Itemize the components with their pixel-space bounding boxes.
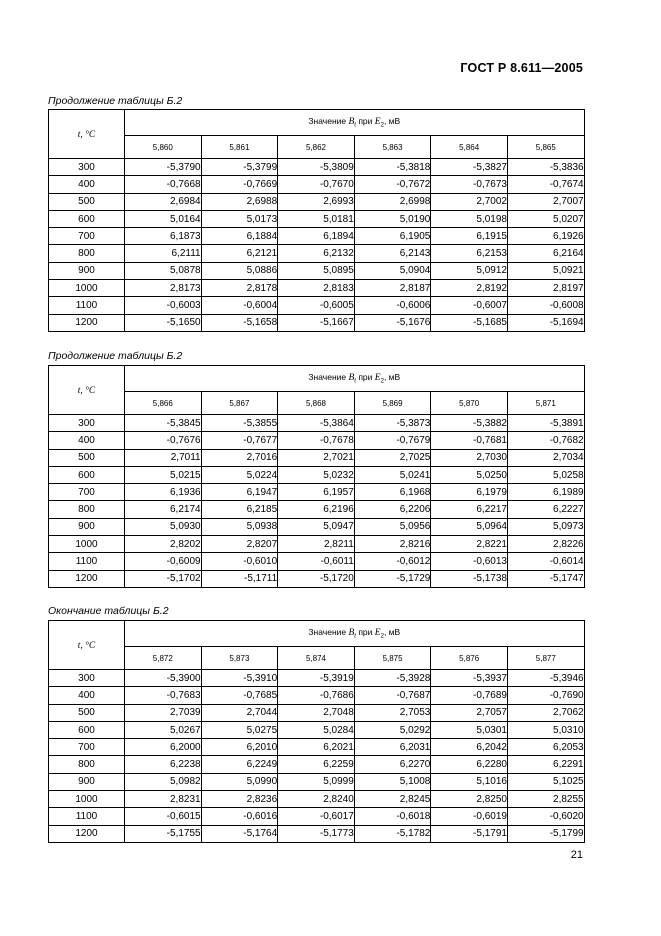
- value-cell: 2,8240: [278, 791, 355, 808]
- table-row: [49, 570, 585, 587]
- value-cell: -0,6015: [125, 808, 202, 825]
- value-cell: -0,6014: [507, 553, 584, 570]
- value-cell: 5,0250: [431, 466, 508, 483]
- value-cell: 6,2153: [431, 245, 508, 262]
- value-cell: -0,6010: [201, 553, 278, 570]
- t-header: [49, 110, 125, 159]
- column-header: 5,860: [125, 136, 202, 159]
- column-header: 5,876: [431, 647, 508, 670]
- temperature-cell: 1200: [49, 314, 125, 331]
- value-cell: -5,3790: [125, 159, 202, 176]
- value-cell: 5,0198: [431, 210, 508, 227]
- value-cell: -5,3845: [125, 415, 202, 432]
- column-header: 5,868: [278, 392, 355, 415]
- value-cell: 5,0284: [278, 721, 355, 738]
- value-cell: -5,3919: [278, 670, 355, 687]
- value-cell: 6,2227: [507, 501, 584, 518]
- temperature-cell: 600: [49, 721, 125, 738]
- value-cell: 5,0232: [278, 466, 355, 483]
- value-cell: -0,6011: [278, 553, 355, 570]
- value-cell: 6,2174: [125, 501, 202, 518]
- table-row: [49, 687, 585, 704]
- value-cell: 6,1915: [431, 228, 508, 245]
- temperature-cell: 1100: [49, 297, 125, 314]
- temperature-cell: 800: [49, 756, 125, 773]
- value-cell: -5,1658: [201, 314, 278, 331]
- value-cell: -5,1711: [201, 570, 278, 587]
- value-cell: -5,3873: [354, 415, 431, 432]
- value-cell: -5,1676: [354, 314, 431, 331]
- value-cell: 6,2238: [125, 756, 202, 773]
- value-cell: 5,0207: [507, 210, 584, 227]
- title-mid: при: [355, 372, 375, 383]
- t-label: t, °C: [77, 640, 96, 651]
- temperature-cell: 500: [49, 449, 125, 466]
- value-cell: 5,0878: [125, 262, 202, 279]
- data-table: [48, 620, 585, 843]
- temperature-cell: 1000: [49, 536, 125, 553]
- value-cell: -0,7685: [201, 687, 278, 704]
- table-row: [49, 415, 585, 432]
- table-row: [49, 228, 585, 245]
- title-var: B: [348, 373, 355, 384]
- value-cell: -0,6017: [278, 808, 355, 825]
- value-cell: 2,8173: [125, 280, 202, 297]
- temperature-cell: 500: [49, 704, 125, 721]
- title-var2: E: [374, 117, 381, 128]
- page-number: 21: [570, 849, 583, 861]
- table-row: [49, 280, 585, 297]
- table-row: [49, 245, 585, 262]
- temperature-cell: 1100: [49, 808, 125, 825]
- value-cell: -5,1782: [354, 825, 431, 842]
- table-row: [49, 553, 585, 570]
- value-cell: 6,2259: [278, 756, 355, 773]
- temperature-cell: 300: [49, 159, 125, 176]
- value-cell: -0,7682: [507, 432, 584, 449]
- value-cell: 6,2280: [431, 756, 508, 773]
- value-cell: 2,8226: [507, 536, 584, 553]
- t-label: t, °C: [77, 129, 96, 140]
- value-cell: -5,3900: [125, 670, 202, 687]
- temperature-cell: 600: [49, 466, 125, 483]
- value-cell: -5,1650: [125, 314, 202, 331]
- value-cell: 2,7044: [201, 704, 278, 721]
- value-cell: 2,7007: [507, 193, 584, 210]
- value-cell: 2,8211: [278, 536, 355, 553]
- value-cell: -5,1685: [431, 314, 508, 331]
- value-cell: 5,0224: [201, 466, 278, 483]
- value-cell: 2,8183: [278, 280, 355, 297]
- value-cell: 5,0275: [201, 721, 278, 738]
- value-cell: 6,2291: [507, 756, 584, 773]
- value-cell: 6,2000: [125, 739, 202, 756]
- value-cell: -5,1738: [431, 570, 508, 587]
- table-caption: Продолжение таблицы Б.2: [48, 350, 183, 362]
- temperature-cell: 400: [49, 432, 125, 449]
- table-row: [49, 670, 585, 687]
- column-header: 5,875: [354, 647, 431, 670]
- temperature-cell: 1200: [49, 570, 125, 587]
- data-table: [48, 365, 585, 588]
- value-cell: 6,2206: [354, 501, 431, 518]
- title-var2-sub: 2: [380, 633, 384, 640]
- temperature-cell: 400: [49, 687, 125, 704]
- temperature-cell: 800: [49, 501, 125, 518]
- value-cell: 2,7030: [431, 449, 508, 466]
- value-cell: 6,2111: [125, 245, 202, 262]
- value-cell: -0,6016: [201, 808, 278, 825]
- value-cell: 6,1884: [201, 228, 278, 245]
- title-suffix: , мВ: [383, 372, 401, 383]
- value-cell: -0,6009: [125, 553, 202, 570]
- value-cell: -0,7679: [354, 432, 431, 449]
- value-cell: -5,3891: [507, 415, 584, 432]
- value-cell: 5,0292: [354, 721, 431, 738]
- value-cell: -0,6005: [278, 297, 355, 314]
- value-cell: 5,0258: [507, 466, 584, 483]
- value-cell: 5,0267: [125, 721, 202, 738]
- temperature-cell: 400: [49, 176, 125, 193]
- value-cell: 6,2196: [278, 501, 355, 518]
- temperature-cell: 1200: [49, 825, 125, 842]
- value-cell: 2,8178: [201, 280, 278, 297]
- value-cell: -0,6008: [507, 297, 584, 314]
- value-cell: -0,6012: [354, 553, 431, 570]
- value-cell: -0,6003: [125, 297, 202, 314]
- table-row: [49, 297, 585, 314]
- value-cell: 5,0895: [278, 262, 355, 279]
- value-cell: -5,3882: [431, 415, 508, 432]
- value-cell: 6,2270: [354, 756, 431, 773]
- title-prefix: Значение: [308, 116, 349, 127]
- value-cell: -5,3836: [507, 159, 584, 176]
- table-row: [49, 314, 585, 331]
- value-cell: -5,1720: [278, 570, 355, 587]
- table-row: [49, 791, 585, 808]
- table-row: [49, 262, 585, 279]
- title-suffix: , мВ: [383, 627, 401, 638]
- value-cell: -0,7674: [507, 176, 584, 193]
- value-cell: -0,7676: [125, 432, 202, 449]
- value-cell: 2,8202: [125, 536, 202, 553]
- value-cell: -5,3818: [354, 159, 431, 176]
- value-cell: 2,8255: [507, 791, 584, 808]
- temperature-cell: 1000: [49, 280, 125, 297]
- value-cell: 5,0181: [278, 210, 355, 227]
- value-cell: -0,6020: [507, 808, 584, 825]
- value-cell: 5,1008: [354, 773, 431, 790]
- value-cell: -0,7673: [431, 176, 508, 193]
- temperature-cell: 900: [49, 518, 125, 535]
- title-var-sub: t: [354, 378, 356, 385]
- value-cell: -0,7690: [507, 687, 584, 704]
- value-cell: 5,0921: [507, 262, 584, 279]
- value-cell: -0,6007: [431, 297, 508, 314]
- value-cell: 2,7025: [354, 449, 431, 466]
- title-var: B: [348, 117, 355, 128]
- value-cell: 5,0990: [201, 773, 278, 790]
- value-cell: 6,2042: [431, 739, 508, 756]
- column-header: 5,872: [125, 647, 202, 670]
- table-row: [49, 756, 585, 773]
- value-cell: 5,0930: [125, 518, 202, 535]
- value-cell: 2,7021: [278, 449, 355, 466]
- temperature-cell: 800: [49, 245, 125, 262]
- temperature-cell: 600: [49, 210, 125, 227]
- value-cell: -0,6004: [201, 297, 278, 314]
- value-cell: 2,7039: [125, 704, 202, 721]
- value-cell: 2,7053: [354, 704, 431, 721]
- value-cell: 5,0912: [431, 262, 508, 279]
- table-row: [49, 466, 585, 483]
- temperature-cell: 700: [49, 484, 125, 501]
- temperature-cell: 300: [49, 670, 125, 687]
- value-cell: 5,0964: [431, 518, 508, 535]
- value-cell: -5,3928: [354, 670, 431, 687]
- table-row: [49, 808, 585, 825]
- value-cell: 6,1936: [125, 484, 202, 501]
- value-cell: 2,7002: [431, 193, 508, 210]
- value-cell: -5,3855: [201, 415, 278, 432]
- value-cell: -0,6019: [431, 808, 508, 825]
- value-cell: 6,2010: [201, 739, 278, 756]
- title-var: B: [348, 628, 355, 639]
- temperature-cell: 1000: [49, 791, 125, 808]
- value-cell: 2,6993: [278, 193, 355, 210]
- t-label: t, °C: [77, 385, 96, 396]
- table-row: [49, 484, 585, 501]
- value-cell: 6,2185: [201, 501, 278, 518]
- value-cell: 2,7062: [507, 704, 584, 721]
- value-cell: 2,8231: [125, 791, 202, 808]
- value-cell: -5,1702: [125, 570, 202, 587]
- table-row: [49, 210, 585, 227]
- table-row: [49, 825, 585, 842]
- value-cell: 5,0215: [125, 466, 202, 483]
- table-title: [125, 110, 585, 136]
- table-caption: Продолжение таблицы Б.2: [48, 95, 183, 107]
- value-cell: 6,1989: [507, 484, 584, 501]
- value-cell: -5,1755: [125, 825, 202, 842]
- title-var2: E: [374, 628, 381, 639]
- value-cell: -0,6018: [354, 808, 431, 825]
- title-suffix: , мВ: [383, 116, 401, 127]
- value-cell: 5,0999: [278, 773, 355, 790]
- value-cell: 6,2121: [201, 245, 278, 262]
- value-cell: -5,1729: [354, 570, 431, 587]
- column-header: 5,866: [125, 392, 202, 415]
- value-cell: 6,1873: [125, 228, 202, 245]
- value-cell: 5,0956: [354, 518, 431, 535]
- value-cell: -0,7677: [201, 432, 278, 449]
- title-prefix: Значение: [308, 372, 349, 383]
- value-cell: 2,6984: [125, 193, 202, 210]
- data-table: [48, 109, 585, 332]
- column-header: 5,865: [507, 136, 584, 159]
- value-cell: 6,2217: [431, 501, 508, 518]
- value-cell: 5,0301: [431, 721, 508, 738]
- value-cell: 6,1926: [507, 228, 584, 245]
- value-cell: -5,3910: [201, 670, 278, 687]
- value-cell: 5,0973: [507, 518, 584, 535]
- value-cell: -5,3864: [278, 415, 355, 432]
- value-cell: 2,8250: [431, 791, 508, 808]
- table-row: [49, 193, 585, 210]
- column-header: 5,871: [507, 392, 584, 415]
- value-cell: 6,2132: [278, 245, 355, 262]
- table-caption: Окончание таблицы Б.2: [48, 605, 169, 617]
- value-cell: -0,7669: [201, 176, 278, 193]
- column-header: 5,877: [507, 647, 584, 670]
- value-cell: -5,1667: [278, 314, 355, 331]
- value-cell: 2,6988: [201, 193, 278, 210]
- column-header: 5,867: [201, 392, 278, 415]
- value-cell: 5,0173: [201, 210, 278, 227]
- value-cell: 2,7034: [507, 449, 584, 466]
- value-cell: -0,7681: [431, 432, 508, 449]
- temperature-cell: 700: [49, 228, 125, 245]
- value-cell: 2,6998: [354, 193, 431, 210]
- value-cell: 5,0164: [125, 210, 202, 227]
- value-cell: 6,2031: [354, 739, 431, 756]
- t-header: [49, 366, 125, 415]
- value-cell: 5,0886: [201, 262, 278, 279]
- temperature-cell: 700: [49, 739, 125, 756]
- value-cell: 2,8187: [354, 280, 431, 297]
- value-cell: -5,3809: [278, 159, 355, 176]
- value-cell: 2,7016: [201, 449, 278, 466]
- table-title: [125, 621, 585, 647]
- value-cell: 6,2164: [507, 245, 584, 262]
- column-header: 5,864: [431, 136, 508, 159]
- value-cell: -5,1791: [431, 825, 508, 842]
- title-var-sub: t: [354, 122, 356, 129]
- table-row: [49, 176, 585, 193]
- title-var2: E: [374, 373, 381, 384]
- t-header: [49, 621, 125, 670]
- temperature-cell: 1100: [49, 553, 125, 570]
- title-prefix: Значение: [308, 627, 349, 638]
- value-cell: 6,1979: [431, 484, 508, 501]
- value-cell: -0,7683: [125, 687, 202, 704]
- column-header: 5,861: [201, 136, 278, 159]
- value-cell: 2,8207: [201, 536, 278, 553]
- value-cell: -5,1764: [201, 825, 278, 842]
- value-cell: 5,0190: [354, 210, 431, 227]
- value-cell: -0,7687: [354, 687, 431, 704]
- value-cell: 6,1957: [278, 484, 355, 501]
- title-mid: при: [355, 627, 375, 638]
- temperature-cell: 300: [49, 415, 125, 432]
- value-cell: 5,0938: [201, 518, 278, 535]
- column-header: 5,863: [354, 136, 431, 159]
- value-cell: 2,8216: [354, 536, 431, 553]
- value-cell: 2,7048: [278, 704, 355, 721]
- title-var2-sub: 2: [380, 378, 384, 385]
- value-cell: -0,7670: [278, 176, 355, 193]
- title-var-sub: t: [354, 633, 356, 640]
- table-row: [49, 501, 585, 518]
- value-cell: 2,7011: [125, 449, 202, 466]
- value-cell: -5,1694: [507, 314, 584, 331]
- temperature-cell: 900: [49, 262, 125, 279]
- value-cell: -5,3937: [431, 670, 508, 687]
- value-cell: -5,1799: [507, 825, 584, 842]
- table-row: [49, 721, 585, 738]
- value-cell: 2,8236: [201, 791, 278, 808]
- temperature-cell: 500: [49, 193, 125, 210]
- value-cell: -5,3827: [431, 159, 508, 176]
- value-cell: 6,1894: [278, 228, 355, 245]
- title-var2-sub: 2: [380, 122, 384, 129]
- value-cell: -0,7668: [125, 176, 202, 193]
- value-cell: 6,2021: [278, 739, 355, 756]
- value-cell: -0,6006: [354, 297, 431, 314]
- value-cell: 2,8221: [431, 536, 508, 553]
- value-cell: -5,3946: [507, 670, 584, 687]
- value-cell: 6,1947: [201, 484, 278, 501]
- table-row: [49, 449, 585, 466]
- column-header: 5,869: [354, 392, 431, 415]
- column-header: 5,873: [201, 647, 278, 670]
- value-cell: -5,1747: [507, 570, 584, 587]
- column-header: 5,874: [278, 647, 355, 670]
- value-cell: -0,7672: [354, 176, 431, 193]
- value-cell: 5,1016: [431, 773, 508, 790]
- table-title: [125, 366, 585, 392]
- value-cell: 6,1905: [354, 228, 431, 245]
- value-cell: 2,8245: [354, 791, 431, 808]
- table-row: [49, 536, 585, 553]
- table-row: [49, 704, 585, 721]
- value-cell: 5,0982: [125, 773, 202, 790]
- value-cell: 5,0310: [507, 721, 584, 738]
- value-cell: -0,7678: [278, 432, 355, 449]
- value-cell: 6,2143: [354, 245, 431, 262]
- value-cell: 6,2053: [507, 739, 584, 756]
- temperature-cell: 900: [49, 773, 125, 790]
- value-cell: -5,1773: [278, 825, 355, 842]
- table-row: [49, 432, 585, 449]
- value-cell: 2,7057: [431, 704, 508, 721]
- table-row: [49, 739, 585, 756]
- value-cell: -0,6013: [431, 553, 508, 570]
- table-row: [49, 159, 585, 176]
- value-cell: 5,0904: [354, 262, 431, 279]
- table-row: [49, 773, 585, 790]
- value-cell: -5,3799: [201, 159, 278, 176]
- value-cell: 5,1025: [507, 773, 584, 790]
- value-cell: 2,8192: [431, 280, 508, 297]
- value-cell: -0,7686: [278, 687, 355, 704]
- value-cell: 6,1968: [354, 484, 431, 501]
- value-cell: 2,8197: [507, 280, 584, 297]
- title-mid: при: [355, 116, 375, 127]
- column-header: 5,870: [431, 392, 508, 415]
- value-cell: 5,0947: [278, 518, 355, 535]
- value-cell: 6,2249: [201, 756, 278, 773]
- value-cell: -0,7689: [431, 687, 508, 704]
- value-cell: 5,0241: [354, 466, 431, 483]
- table-row: [49, 518, 585, 535]
- document-header: ГОСТ Р 8.611—2005: [460, 61, 583, 75]
- column-header: 5,862: [278, 136, 355, 159]
